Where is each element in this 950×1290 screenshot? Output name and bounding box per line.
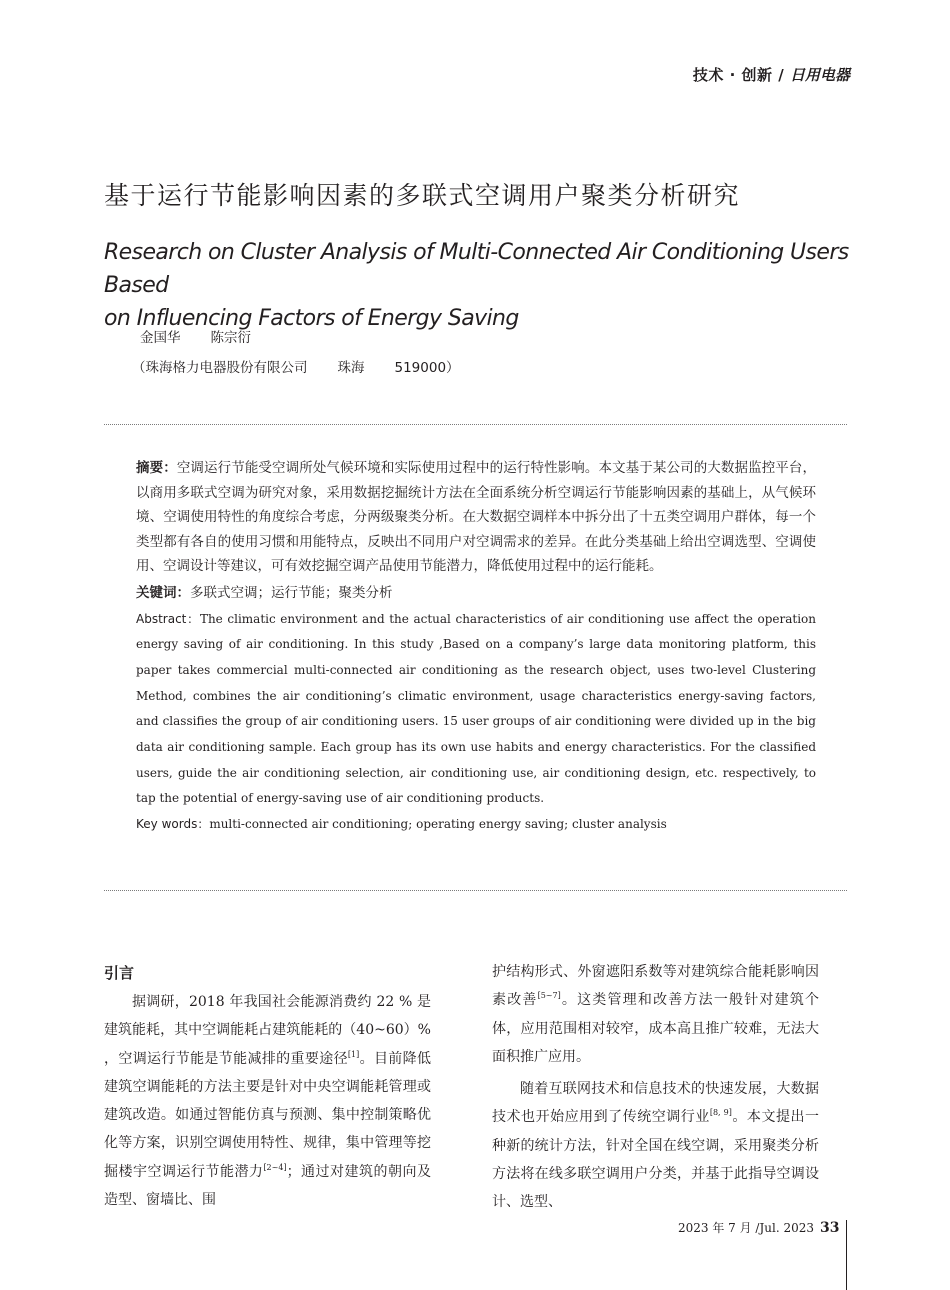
section-label: 技术 · 创新 / (692, 66, 790, 84)
footer-vertical-rule (846, 1220, 847, 1290)
paragraph-text: 据调研，2018 年我国社会能源消费约 22 % 是建筑能耗，其中空调能耗占建筑能耗的（40~60）% ，空调运行节能是节能减排的重要途径 (104, 994, 431, 1067)
author-name: 陈宗衍 (210, 330, 251, 346)
abstract-block (136, 456, 816, 836)
title-english-line1: Research on Cluster Analysis of Multi-Connected Air Conditioning Users Based (104, 240, 849, 298)
authors (140, 326, 251, 346)
section-heading-introduction: 引言 (104, 964, 135, 982)
issue-date: 2023 年 7 月 /Jul. 2023 (678, 1221, 815, 1235)
affiliation-org: （珠海格力电器股份有限公司 (132, 360, 308, 376)
author-name: 金国华 (140, 330, 181, 346)
paragraph-text: ；通过对建筑的朝向及造型、窗墙比、围 (104, 1163, 432, 1209)
body-column-right (492, 958, 819, 1217)
paragraph-text: 。这类管理和改善方法一般针对建筑个体，应用范围相对较窄，成本高且推广较难，无法大面积推广应用。 (492, 992, 820, 1065)
keywords-en-label: Key words： (136, 817, 210, 832)
keywords-english (136, 812, 816, 836)
paragraph (492, 958, 819, 1071)
paragraph (104, 988, 431, 1214)
paragraph-text: 。目前降低建筑空调能耗的方法主要是针对中央空调能耗管理或建筑改造。如通过智能仿真与预测、集中控制策略优化等方案，识别空调使用特性、规律，集中管理等挖掘楼宇空调运行节能潜力 (104, 1050, 432, 1180)
journal-brand-logo: 日用电器 (789, 66, 850, 84)
affiliation (132, 356, 460, 376)
abstract-chinese (136, 456, 816, 579)
page-footer (678, 1219, 840, 1236)
paragraph (492, 1075, 819, 1216)
page-number: 33 (820, 1220, 840, 1236)
abstract-english (136, 607, 816, 813)
citation-ref: [2~4] (263, 1162, 287, 1172)
title-english (104, 236, 864, 335)
keywords-en-text: multi-connected air conditioning; operating energy saving; cluster analysis (209, 817, 667, 832)
journal-header (693, 64, 850, 85)
paragraph-text: 随着互联网技术和信息技术的快速发展，大数据技术也开始应用到了传统空调行业 (492, 1081, 819, 1126)
abstract-en-label: Abstract： (136, 611, 200, 626)
affiliation-city: 珠海 (337, 360, 365, 376)
body-column-left (104, 962, 431, 1214)
paragraph-text: 护结构形式、外窗遮阳系数等对建筑综合能耗影响因素改善 (492, 964, 819, 1009)
keywords-cn-label: 关键词： (136, 584, 190, 601)
abstract-cn-label: 摘要： (136, 460, 177, 476)
paragraph-text: 。本文提出一种新的统计方法，针对全国在线空调，采用聚类分析方法将在线多联空调用户分类，并基于此指导空调设计、选型、 (492, 1109, 820, 1211)
keywords-cn-text: 多联式空调；运行节能；聚类分析 (190, 584, 393, 601)
citation-ref: [1] (347, 1049, 360, 1059)
title-chinese: 基于运行节能影响因素的多联式空调用户聚类分析研究 (104, 181, 741, 210)
abstract-en-text: The climatic environment and the actual characteristics of air conditioning use affect the operation energy saving of air conditioning. In this study ,Based on a company’s large data monitoring platform, this paper takes commercial multi-connected air conditioning as the research object, uses two-level Clustering Method, combines the air conditioning’s climatic environment, usage characteristics energy-saving factors, and classifies the group of air conditioning users. 15 user groups of air conditioning were divided up in the big data air conditioning sample. Each group has its own use habits and energy characteristics. For the classified users, guide the air conditioning selection, air conditioning use, air conditioning design, etc. respectively, to tap the potential of energy-saving use of air conditioning products. (136, 611, 817, 806)
abstract-cn-text: 空调运行节能受空调所处气候环境和实际使用过程中的运行特性影响。本文基于某公司的大数据监控平台，以商用多联式空调为研究对象，采用数据挖掘统计方法在全面系统分析空调运行节能影响因素的基础上，从气候环境、空调使用特性的角度综合考虑，分两级聚类分析。在大数据空调样本中拆分出了十五类空调用户群体，每一个类型都有各自的使用习惯和用能特点，反映出不同用户对空调需求的差异。在此分类基础上给出空调选型、空调使用、空调设计等建议，可有效挖掘空调产品使用节能潜力，降低使用过程中的运行能耗。 (136, 460, 817, 574)
dotted-divider-bottom (104, 890, 847, 891)
title-english-line2: on Influencing Factors of Energy Saving (104, 306, 519, 331)
dotted-divider-top (104, 424, 847, 425)
keywords-chinese (136, 581, 816, 605)
affiliation-postcode: 519000） (394, 360, 460, 376)
citation-ref: [8, 9] (709, 1108, 732, 1118)
citation-ref: [5~7] (537, 991, 561, 1001)
